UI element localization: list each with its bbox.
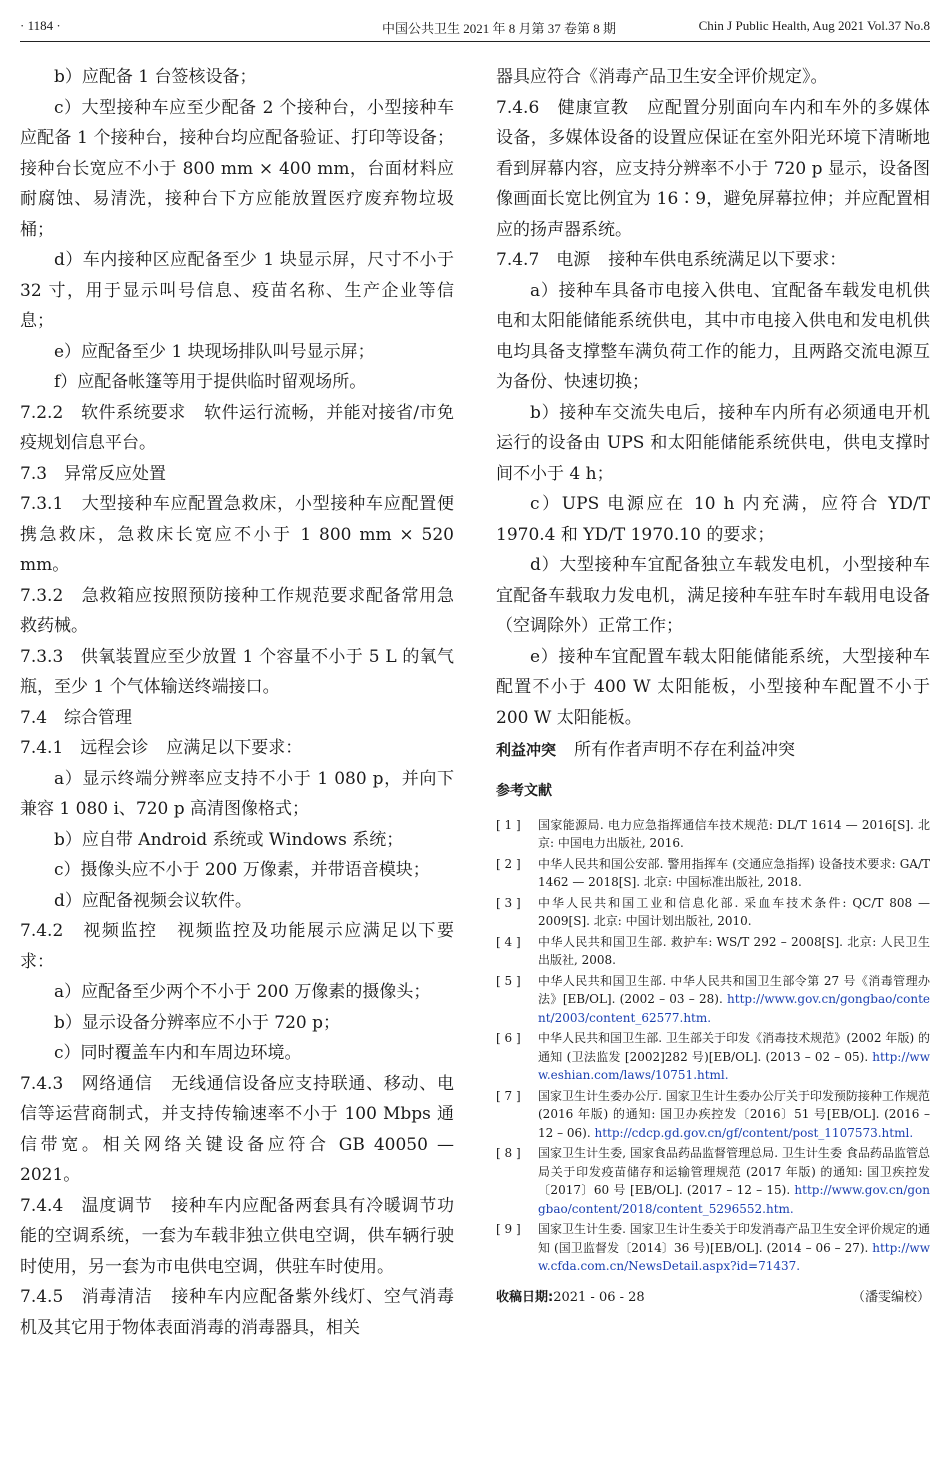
reference-text: 中华人民共和国卫生部. 中华人民共和国卫生部令第 27 号《消毒管理办法》[EB/OL]. (2002 – 03 – 28). [538, 973, 930, 1006]
reference-item [496, 1144, 930, 1218]
section-7-3-heading: 7.3 异常反应处置 [20, 463, 167, 484]
section-7-2-2 [20, 398, 454, 459]
section-7-4-heading: 7.4 综合管理 [20, 707, 133, 728]
reference-item [496, 972, 930, 1028]
received-date: 2021 - 06 - 28 [553, 1289, 645, 1305]
right-column [496, 62, 930, 1308]
section-7-4-7 [496, 245, 930, 276]
section-7-4-3-heading: 7.4.3 网络通信 [20, 1073, 153, 1094]
item-c-vaccination-desk: c）大型接种车应至少配备 2 个接种台，小型接种车应配备 1 个接种台，接种台均应配备验证、打印等设备；接种台长宽应不小于 800 mm × 400 mm，台面材料应耐腐蚀、易清洗，接种台下方应能放置医疗废弃物垃圾桶； [20, 97, 454, 240]
section-7-4-4-body: 接种车内应配备两套具有冷暖调节功能的空调系统，一套为车载非独立供电空调，供车辆行驶时使用，另一套为市电供电空调，供驻车时使用。 [20, 1195, 454, 1277]
section-7-4-1-heading: 7.4.1 远程会诊 [20, 738, 149, 758]
section-7-4-1 [20, 733, 454, 764]
item-f-tent: f）应配备帐篷等用于提供临时留观场所。 [54, 372, 367, 392]
section-7-3-2: 7.3.2 急救箱应按照预防接种工作规范要求配备常用急救药械。 [20, 585, 454, 636]
item-d-display-screen: d）车内接种区应配备至少 1 块显示屏，尺寸不小于 32 寸，用于显示叫号信息、疫苗名称、生产企业等信息； [20, 250, 454, 331]
item-7-4-7-e: e）接种车宜配置车载太阳能储能系统，大型接种车配置不小于 400 W 太阳能板，小型接种车配置不小于 200 W 太阳能板。 [496, 646, 930, 728]
reference-text: 中华人民共和国公安部. 警用指挥车 (交通应急指挥) 设备技术要求: GA/T 1462 — 2018[S]. 北京: 中国标准出版社, 2018. [538, 856, 930, 889]
section-7-3-3: 7.3.3 供氧装置应至少放置 1 个容量不小于 5 L 的氧气瓶，至少 1 个气体输送终端接口。 [20, 646, 454, 697]
reference-link[interactable]: http://cdcp.gd.gov.cn/gf/content/post_1107573.html. [594, 1125, 914, 1140]
item-7-4-7-c: c）UPS 电源应在 10 h 内充满，应符合 YD/T 1970.4 和 YD/T 1970.10 的要求； [496, 494, 930, 545]
reference-item [496, 816, 930, 853]
reference-link[interactable]: http://www.gov.cn/gongbao/content/2018/content_5296552.htm. [538, 1183, 930, 1216]
reference-number: [ 2 ] [496, 856, 521, 871]
reference-number: [ 8 ] [496, 1146, 521, 1160]
reference-list [496, 816, 930, 1276]
item-7-4-7-b: b）接种车交流失电后，接种车内所有必须通电开机运行的设备由 UPS 和太阳能储能系统供电，供电支撑时间不小于 4 h； [496, 402, 930, 484]
item-7-4-2-c: c）同时覆盖车内和车周边环境。 [54, 1043, 302, 1063]
section-7-4-7-heading: 7.4.7 电源 [496, 250, 591, 270]
item-7-4-1-d: d）应配备视频会议软件。 [54, 890, 252, 911]
section-7-2-2-body: 软件运行流畅，并能对接省/市免疫规划信息平台。 [20, 402, 454, 453]
section-7-4-5-continued: 器具应符合《消毒产品卫生安全评价规定》。 [496, 67, 828, 87]
reference-link[interactable]: http://www.gov.cn/gongbao/content/2003/content_62577.htm. [538, 992, 930, 1025]
section-7-4-2 [20, 916, 454, 977]
reference-item [496, 1087, 930, 1143]
section-7-4-6-body: 应配置分别面向车内和车外的多媒体设备，多媒体设备的设置应保证在室外阳光环境下清晰地看到屏幕内容，应支持分辨率不小于 720 p 显示，设备图像画面长宽比例宜为 16∶9，避免屏幕拉伸；并应配置相应的扬声器系统。 [496, 97, 930, 240]
section-7-4-6 [496, 93, 930, 246]
section-7-4-2-heading: 7.4.2 视频监控 [20, 921, 158, 941]
reference-link[interactable]: http://www.cfda.com.cn/NewsDetail.aspx?id=71437. [538, 1240, 930, 1273]
reference-text: 中华人民共和国卫生部. 卫生部关于印发《消毒技术规范》(2002 年版) 的通知 (卫法监发 [2002]282 号)[EB/OL]. (2013 – 02 – 05). [538, 1031, 930, 1064]
reference-number: [ 6 ] [496, 1031, 521, 1045]
section-7-4-1-body: 应满足以下要求： [166, 738, 303, 758]
reference-number: [ 4 ] [496, 934, 521, 949]
reference-item [496, 1029, 930, 1085]
section-7-4-5-body: 接种车内应配备紫外线灯、空气消毒机及其它用于物体表面消毒的消毒器具，相关 [20, 1287, 454, 1338]
reference-number: [ 3 ] [496, 895, 521, 910]
section-7-2-2-heading: 7.2.2 软件系统要求 [20, 402, 186, 423]
journal-title-en: Chin J Public Health, Aug 2021 Vol.37 No.8 [698, 18, 930, 33]
section-7-4-4 [20, 1191, 454, 1283]
page-header [20, 14, 930, 40]
section-7-4-3 [20, 1069, 454, 1191]
received-date-line [496, 1288, 930, 1308]
reference-link[interactable]: http://www.eshian.com/laws/10751.html. [538, 1049, 930, 1082]
section-7-4-5 [20, 1282, 454, 1343]
conflict-label: 利益冲突 [496, 741, 557, 759]
item-7-4-7-d: d）大型接种车宜配备独立车载发电机，小型接种车宜配备车载取力发电机，满足接种车驻车时车载用电设备（空调除外）正常工作； [496, 555, 930, 636]
reference-number: [ 5 ] [496, 973, 521, 988]
conflict-of-interest [496, 735, 930, 766]
reference-text: 国家能源局. 电力应急指挥通信车技术规范: DL/T 1614 — 2016[S]. 北京: 中国电力出版社, 2016. [538, 817, 930, 850]
reference-text: 国家卫生计生委. 国家卫生计生委关于印发消毒产品卫生安全评价规定的通知 (国卫监督发〔2014〕36 号)[EB/OL]. (2014 – 06 – 27). [538, 1222, 930, 1255]
item-7-4-2-a: a）应配备至少两个不小于 200 万像素的摄像头； [54, 982, 431, 1002]
left-column [20, 62, 454, 1343]
item-7-4-7-a: a）接种车具备市电接入供电、宜配备车载发电机供电和太阳能储能系统供电，其中市电接入供电和发电机供电均具备支撑整车满负荷工作的能力，且两路交流电源互为备份、快速切换； [496, 280, 930, 392]
reference-text: 国家卫生计生委, 国家食品药品监督管理总局. 卫生计生委 食品药品监管总局关于印发疫苗储存和运输管理规范 (2017 年版) 的通知: 国卫疾控发〔2017〕60 号 [EB/OL]. (2017 – 12 – 15). [538, 1146, 930, 1197]
header-rule [20, 41, 930, 42]
item-7-4-1-b: b）应自带 Android 系统或 Windows 系统； [54, 829, 404, 850]
reference-number: [ 1 ] [496, 817, 521, 832]
reference-text: 中华人民共和国卫生部. 救护车: WS/T 292 – 2008[S]. 北京: 人民卫生出版社, 2008. [538, 934, 930, 967]
editor-note: （潘雯编校） [851, 1289, 930, 1305]
section-7-4-5-heading: 7.4.5 消毒清洁 [20, 1287, 153, 1307]
reference-item [496, 855, 930, 892]
page-number: · 1184 · [20, 18, 61, 33]
section-7-4-6-heading: 7.4.6 健康宣教 [496, 97, 629, 118]
reference-item [496, 933, 930, 970]
reference-item [496, 894, 930, 931]
item-7-4-2-b: b）显示设备分辨率应不小于 720 p； [54, 1012, 341, 1033]
section-7-4-4-heading: 7.4.4 温度调节 [20, 1195, 153, 1216]
journal-title-cn: 中国公共卫生 2021 年 8 月第 37 卷第 8 期 [382, 21, 617, 36]
reference-number: [ 9 ] [496, 1222, 521, 1236]
section-7-4-3-body: 无线通信设备应支持联通、移动、电信等运营商制式，并支持传输速率不小于 100 Mbps 通信带宽。相关网络关键设备应符合 GB 40050 — 2021。 [20, 1073, 454, 1185]
section-7-4-7-body: 接种车供电系统满足以下要求： [608, 250, 847, 270]
reference-item [496, 1220, 930, 1276]
section-7-3-1: 7.3.1 大型接种车应配置急救床，小型接种车应配置便携急救床，急救床长宽应不小于 1 800 mm × 520 mm。 [20, 494, 454, 575]
item-b-sign-device: b）应配备 1 台签核设备； [54, 67, 257, 87]
item-7-4-1-a: a）显示终端分辨率应支持不小于 1 080 p，并向下兼容 1 080 i、720 p 高清图像格式； [20, 768, 454, 819]
reference-number: [ 7 ] [496, 1088, 521, 1103]
reference-text: 中华人民共和国工业和信息化部. 采血车技术条件: QC/T 808 — 2009[S]. 北京: 中国计划出版社, 2010. [538, 895, 930, 928]
item-7-4-1-c: c）摄像头应不小于 200 万像素，并带语音模块； [54, 860, 430, 880]
received-label: 收稿日期: [496, 1289, 554, 1305]
section-7-4-2-body: 视频监控及功能展示应满足以下要求： [20, 921, 454, 972]
reference-text: 国家卫生计生委办公厅. 国家卫生计生委办公厅关于印发预防接种工作规范 (2016 年版) 的通知: 国卫办疾控发〔2016〕51 号[EB/OL]. (2016 – 12 – 06). [538, 1088, 930, 1140]
conflict-text: 所有作者声明不存在利益冲突 [574, 740, 796, 760]
references-title: 参考文献 [496, 782, 552, 799]
item-e-queue-screen: e）应配备至少 1 块现场排队叫号显示屏； [54, 341, 375, 362]
